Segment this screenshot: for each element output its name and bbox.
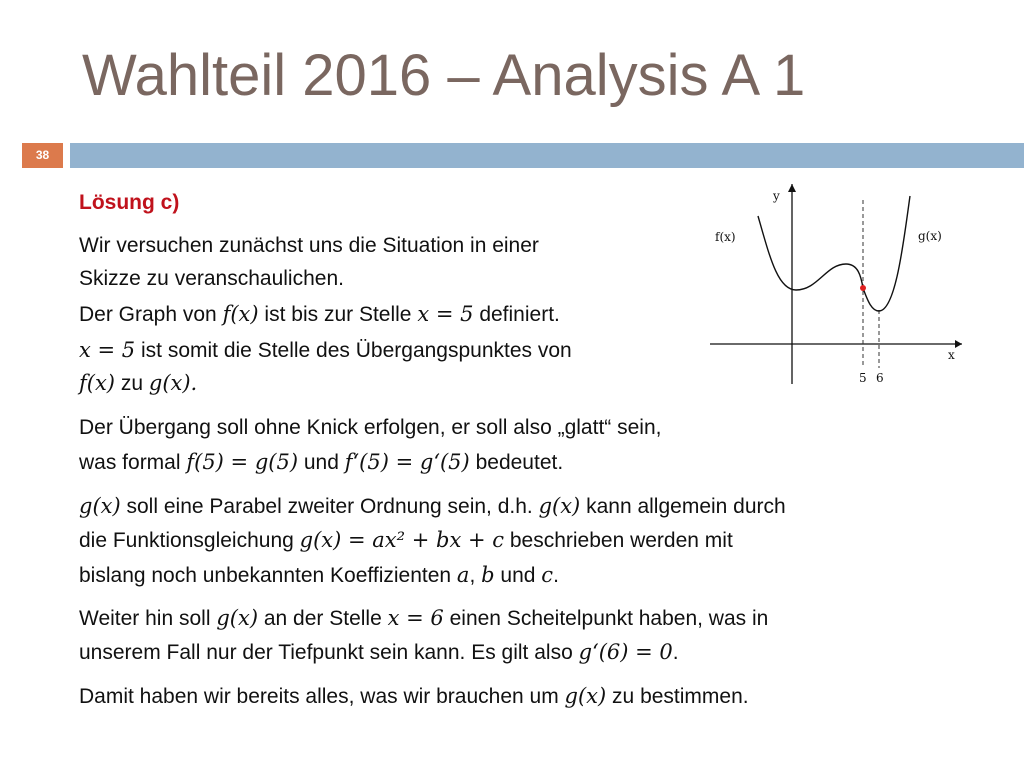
y-axis-label: y	[773, 189, 780, 203]
paragraph-1-line-3	[79, 298, 560, 331]
text: definiert.	[473, 303, 560, 326]
math-x-equals-5: x = 5	[79, 338, 136, 362]
text: die Funktionsgleichung	[79, 529, 300, 552]
paragraph-2-line-2	[79, 446, 563, 479]
math-vertex-condition: g‘(6) = 0	[578, 640, 673, 664]
text: bislang noch unbekannten Koeffizienten	[79, 564, 457, 587]
text: Der Graph von	[79, 303, 223, 326]
text: Damit haben wir bereits alles, was wir brauchen um	[79, 685, 565, 708]
text: Weiter hin soll	[79, 607, 217, 630]
text: zu bestimmen.	[606, 685, 749, 708]
paragraph-4-line-1	[79, 602, 768, 635]
math-g-of-x: g(x)	[79, 494, 121, 518]
text: soll eine Parabel zweiter Ordnung sein, d.h.	[120, 495, 539, 518]
math-derivative-condition: f‘(5) = g‘(5)	[344, 450, 470, 474]
g-label: g(x)	[918, 229, 942, 243]
paragraph-2-line-1: Der Übergang soll ohne Knick erfolgen, er soll also „glatt“ sein,	[79, 416, 662, 439]
g-curve	[863, 196, 910, 311]
header-accent-bar	[70, 143, 1024, 168]
x-axis-label: x	[948, 348, 955, 362]
paragraph-5-line-1	[79, 680, 749, 713]
math-g-of-x: g(x)	[538, 494, 581, 518]
text: ,	[469, 564, 482, 587]
page-number-badge: 38	[22, 143, 63, 168]
text: ist somit die Stelle des Übergangspunktes von	[135, 339, 572, 362]
text: zu	[115, 372, 149, 395]
f-curve	[758, 216, 863, 290]
paragraph-4-line-2	[79, 636, 679, 669]
text: ist bis zur Stelle	[258, 303, 418, 326]
transition-point	[860, 285, 866, 291]
math-continuity-condition: f(5) = g(5)	[186, 450, 299, 474]
paragraph-3-line-1	[79, 490, 786, 523]
math-g-of-x: g(x)	[564, 684, 607, 708]
function-sketch	[700, 178, 965, 390]
text: bedeutet.	[469, 451, 564, 474]
text: was formal	[79, 451, 187, 474]
math-g-of-x: g(x).	[148, 371, 198, 395]
paragraph-3-line-2	[79, 524, 733, 557]
paragraph-1-line-2: Skizze zu veranschaulichen.	[79, 267, 344, 290]
math-f-of-x: f(x)	[222, 302, 259, 326]
tick-label-5: 5	[859, 371, 867, 385]
math-x-equals-6: x = 6	[387, 606, 444, 630]
text: an der Stelle	[258, 607, 388, 630]
text: unserem Fall nur der Tiefpunkt sein kann. Es gilt also	[79, 641, 579, 664]
f-label: f(x)	[715, 230, 736, 244]
text: kann allgemein durch	[580, 495, 786, 518]
math-parabola-equation: g(x) = ax² + bx + c	[299, 528, 504, 552]
y-axis-arrow	[788, 184, 796, 192]
text: .	[672, 641, 679, 664]
math-coefficient-a: a	[456, 563, 470, 587]
math-x-equals-5: x = 5	[417, 302, 474, 326]
slide-title: Wahlteil 2016 – Analysis A 1	[82, 43, 806, 108]
paragraph-3-line-3	[79, 559, 559, 592]
text: einen Scheitelpunkt haben, was in	[443, 607, 769, 630]
math-coefficient-b: b	[481, 563, 495, 587]
text: und	[494, 564, 542, 587]
x-axis-arrow	[955, 340, 962, 348]
text: .	[553, 564, 559, 587]
solution-heading: Lösung c)	[79, 191, 180, 214]
paragraph-1-line-1: Wir versuchen zunächst uns die Situation in einer	[79, 234, 539, 257]
paragraph-1-line-5	[79, 367, 197, 400]
text: beschrieben werden mit	[504, 529, 733, 552]
tick-label-6: 6	[876, 371, 884, 385]
math-f-of-x: f(x)	[79, 371, 116, 395]
text: und	[298, 451, 345, 474]
math-coefficient-c: c	[541, 563, 554, 587]
paragraph-1-line-4	[79, 334, 572, 367]
math-g-of-x: g(x)	[216, 606, 259, 630]
